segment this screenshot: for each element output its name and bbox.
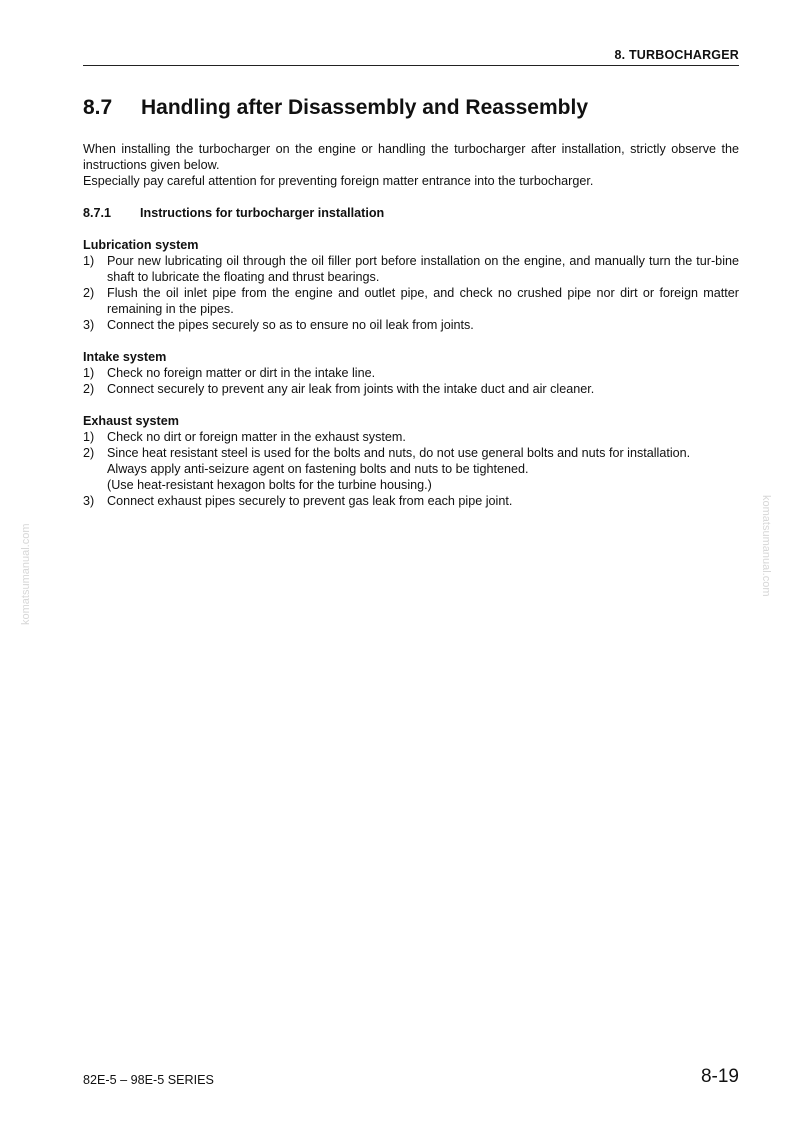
list-item: [83, 381, 739, 397]
header-divider: [83, 65, 739, 66]
group-title: Exhaust system: [83, 414, 179, 428]
page-body: [83, 141, 739, 509]
list-marker: 3): [83, 494, 95, 508]
lubrication-group: [83, 237, 739, 333]
intake-group: [83, 349, 739, 397]
list-item-text: Connect securely to prevent any air leak from joints with the intake duct and air cleaner.: [107, 382, 595, 396]
subsection-heading: [83, 205, 739, 221]
section-number: 8.7: [83, 96, 113, 119]
list-item: [83, 445, 739, 493]
step-list: [83, 365, 739, 397]
list-marker: 1): [83, 254, 95, 268]
intro-paragraph: Especially pay careful attention for preventing foreign matter entrance into the turbocharger.: [83, 174, 594, 188]
list-item-text: Pour new lubricating oil through the oil filler port before installation on the engine, and manually turn the tur-bine shaft to lubricate the floating and thrust bearings.: [107, 254, 739, 284]
list-marker: 3): [83, 318, 95, 332]
list-item-text: Check no dirt or foreign matter in the exhaust system.: [107, 430, 406, 444]
page-title: [83, 96, 588, 120]
list-item: [83, 253, 739, 285]
step-list: [83, 429, 739, 509]
watermark-left: komatsumanual.com: [20, 523, 32, 625]
subsection-title: Instructions for turbocharger installation: [140, 206, 385, 220]
section-title: Handling after Disassembly and Reassembly: [141, 96, 588, 119]
list-item-text: Check no foreign matter or dirt in the intake line.: [107, 366, 376, 380]
exhaust-group: [83, 413, 739, 509]
group-title: Lubrication system: [83, 238, 199, 252]
list-item: [83, 317, 739, 333]
list-marker: 2): [83, 382, 95, 396]
list-item: [83, 365, 739, 381]
page-number: 8-19: [700, 1066, 739, 1087]
list-item-text: (Use heat-resistant hexagon bolts for the turbine housing.): [107, 478, 432, 492]
group-title: Intake system: [83, 350, 167, 364]
list-item-text: Connect exhaust pipes securely to prevent gas leak from each pipe joint.: [107, 494, 513, 508]
list-marker: 1): [83, 430, 95, 444]
step-list: [83, 253, 739, 333]
list-item-text: Connect the pipes securely so as to ensure no oil leak from joints.: [107, 318, 474, 332]
list-marker: 2): [83, 286, 95, 300]
list-marker: 1): [83, 366, 95, 380]
list-marker: 2): [83, 446, 95, 460]
list-item-text: Always apply anti-seizure agent on fastening bolts and nuts to be tightened.: [107, 462, 529, 476]
list-item-text: Since heat resistant steel is used for the bolts and nuts, do not use general bolts and nuts for installation.: [107, 446, 691, 460]
footer-series: 82E-5 – 98E-5 SERIES: [83, 1073, 214, 1087]
list-item: [83, 429, 739, 445]
list-item-text: Flush the oil inlet pipe from the engine and outlet pipe, and check no crushed pipe nor dirt or foreign matter remaining in the pipes.: [107, 286, 739, 316]
subsection-number: 8.7.1: [83, 206, 112, 220]
watermark-right: komatsumanual.com: [760, 495, 772, 597]
intro-paragraph: When installing the turbocharger on the engine or handling the turbocharger after installation, strictly observe the instructions given below.: [83, 142, 739, 172]
list-item: [83, 285, 739, 317]
list-item: [83, 493, 739, 509]
header-section-title: 8. TURBOCHARGER: [614, 48, 739, 62]
